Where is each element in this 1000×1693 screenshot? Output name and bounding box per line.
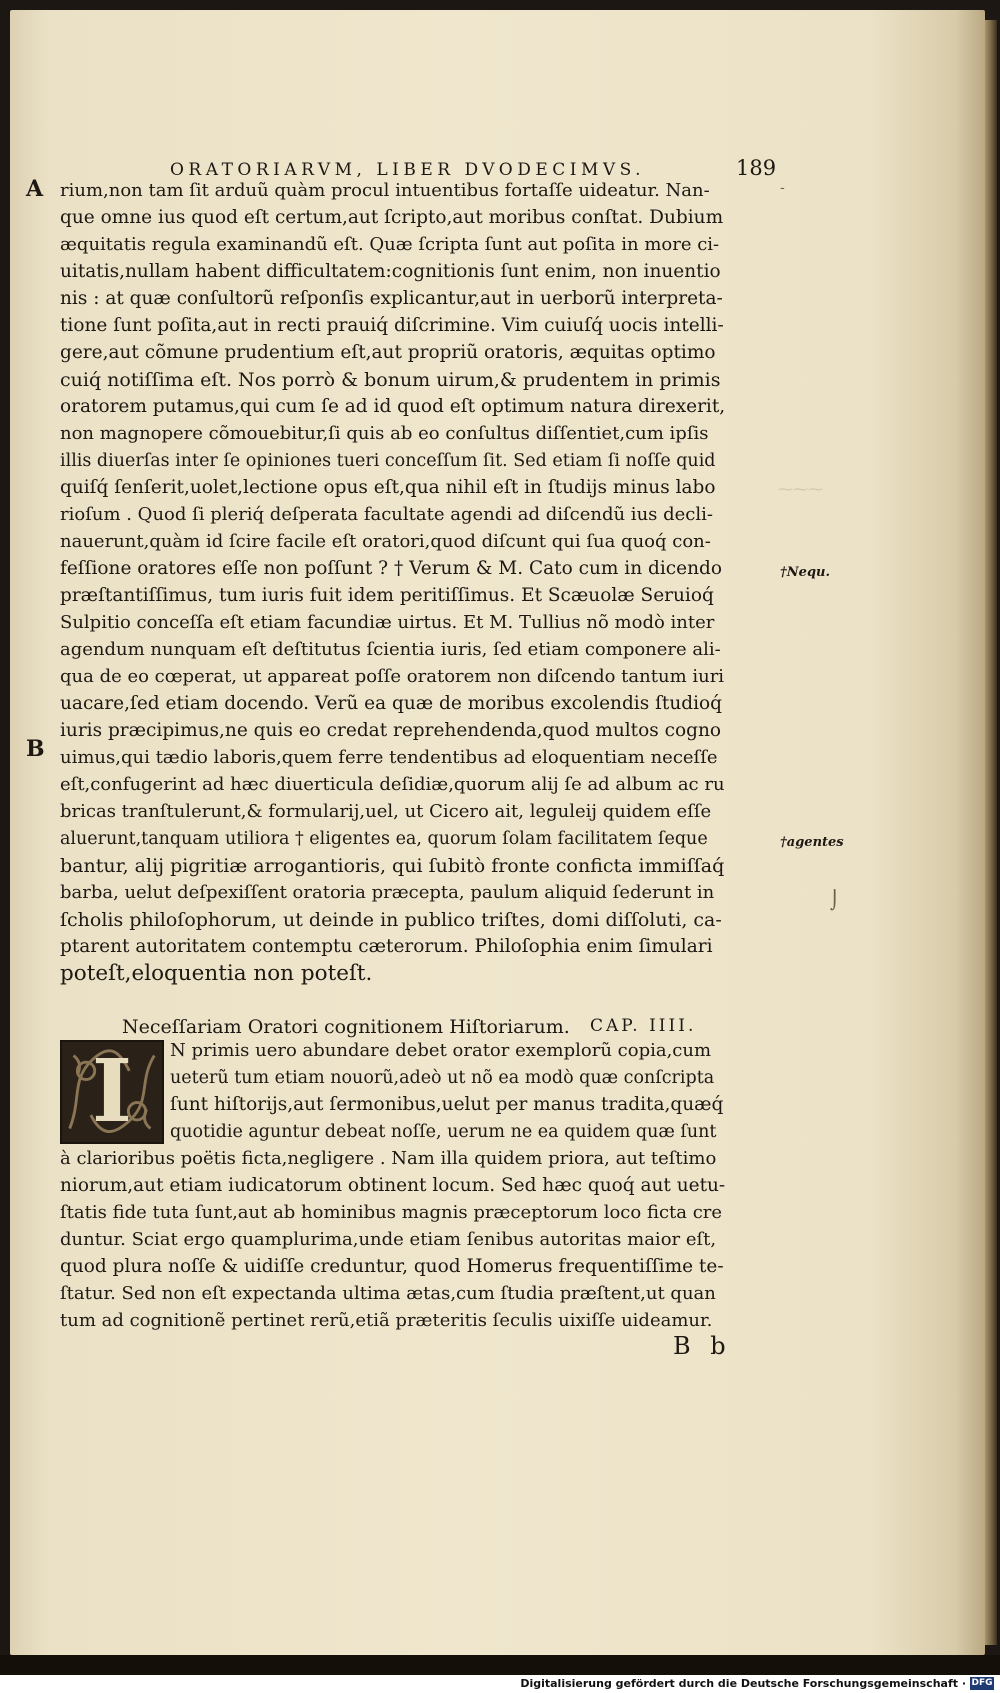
pencil-mark: -: [780, 180, 785, 196]
signature-mark: B b: [673, 1332, 732, 1360]
text-line: nis : at quæ conſultorũ reſponſis explicantur,aut in uerborũ interpreta-: [60, 288, 723, 309]
decorated-initial: [60, 1040, 164, 1144]
text-line: ſtatis fide tuta ſunt,aut ab hominibus magnis præceptorum loco ficta cre: [60, 1202, 723, 1223]
footer-credit: Digitalisierung gefördert durch die Deutsche Forschungsgemeinschaft ·: [520, 1677, 966, 1690]
text-line: ueterũ tum etiam nouorũ,adeò ut nõ ea modò quæ conſcripta: [170, 1068, 715, 1088]
side-note: †agentes: [780, 835, 844, 850]
scan-bottom-band: [0, 1655, 1000, 1675]
text-line: tum ad cognitionẽ pertinet rerũ,etiã præteritis ſeculis uixiſſe uideamur.: [60, 1310, 713, 1331]
text-line: uacare,ſed etiam docendo. Verũ ea quæ de moribus excolendis ſtudioq́: [60, 693, 723, 714]
initial-letter: I: [91, 1041, 133, 1142]
side-note: †Nequ.: [780, 565, 831, 580]
text-line: poteſt,eloquentia non poteſt.: [60, 961, 373, 986]
dfg-logo[interactable]: DFG: [971, 1678, 993, 1688]
text-line: que omne ius quod eſt certum,aut ſcripto,aut moribus conſtat. Dubium: [60, 207, 724, 228]
margin-letter-b: B: [26, 736, 45, 762]
text-line: aluerunt,tanquam utiliora † eligentes ea, quorum ſolam facilitatem ſeque: [60, 829, 708, 849]
margin-letter-a: A: [26, 176, 44, 202]
show-through-text: ⁓⁓⁓: [778, 480, 823, 498]
page-edge: [985, 20, 997, 1645]
page-number: 189: [736, 156, 777, 180]
text-line: rioſum . Quod ſi pleriq́ deſperata facultate agendi ad diſcendũ ius decli-: [60, 504, 713, 525]
text-line: quiſq́ ſenſerit,uolet,lectione opus eſt,qua nihil eſt in ſtudijs minus labo: [60, 477, 716, 498]
book-page: [10, 10, 985, 1655]
running-head: ORATORIARVM, LIBER DVODECIMVS.: [170, 160, 646, 180]
text-line: barba, uelut deſpexiſſent oratoria præcepta, paulum aliquid ſederunt in: [60, 882, 715, 903]
text-line: duntur. Sciat ergo quamplurima,unde etiam ſenibus autoritas maior eſt,: [60, 1229, 717, 1250]
text-line: bantur, alij pigritiæ arrogantioris, qui ſubitò fronte conficta immiſſaq́: [60, 855, 725, 877]
pencil-mark: ⌡: [830, 890, 840, 911]
text-line: Sulpitio conceſſa eſt etiam facundiæ uirtus. Et M. Tullius nõ modò inter: [60, 612, 715, 633]
text-line: eſt,confugerint ad hæc diuerticula deſidiæ,quorum alij ſe ad album ac ru: [60, 774, 725, 795]
text-line: rium,non tam ſit arduũ quàm procul intuentibus fortaſſe uideatur. Nan-: [60, 180, 710, 201]
text-line: à clarioribus poëtis ficta,negligere . Nam illa quidem priora, aut teſtimo: [60, 1148, 717, 1169]
text-line: uimus,qui tædio laboris,quem ferre tendentibus ad eloquentiam neceſſe: [60, 747, 718, 768]
text-line: gere,aut cõmune prudentium eſt,aut propriũ oratoris, æquitas optimo: [60, 342, 716, 363]
text-line: oratorem putamus,qui cum ſe ad id quod eſt optimum natura direxerit,: [60, 396, 726, 417]
text-line: tione ſunt poſita,aut in recti prauiq́ diſcrimine. Vim cuiuſq́ uocis intelli-: [60, 315, 724, 336]
text-line: ſtatur. Sed non eſt expectanda ultima ætas,cum ſtudia præſtent,ut quan: [60, 1283, 716, 1304]
text-line: quod plura noſſe & uidiſſe creduntur, quod Homerus frequentiſſime te-: [60, 1256, 724, 1277]
text-line: æquitatis regula examinandũ eſt. Quæ ſcripta ſunt aut poſita in more ci-: [60, 234, 720, 255]
text-line: agendum nunquam eſt deſtitutus ſcientia iuris, ſed etiam componere ali-: [60, 639, 721, 660]
text-line: iuris præcipimus,ne quis eo credat reprehendenda,quod multos cogno: [60, 720, 722, 741]
text-line: nauerunt,quàm id ſcire facile eſt oratori,quod diſcunt qui ſua quoq́ con-: [60, 531, 711, 552]
text-line: qua de eo cœperat, ut appareat poſſe oratorem non diſcendo tantum iuri: [60, 666, 725, 687]
text-line: feſſione oratores eſſe non poſſunt ? † Verum & M. Cato cum in dicendo: [60, 558, 722, 579]
chapter-label: CAP. IIII.: [590, 1016, 697, 1036]
text-line: bricas tranſtulerunt,& formularij,uel, ut Cicero ait, leguleij quidem eſſe: [60, 801, 712, 822]
text-line: uitatis,nullam habent difficultatem:cognitionis ſunt enim, non inuentio: [60, 261, 721, 282]
text-line: præſtantiſſimus, tum iuris fuit idem peritiſſimus. Et Scæuolæ Seruioq́: [60, 585, 714, 606]
text-line: quotidie aguntur debeat noſſe, uerum ne ea quidem quæ ſunt: [170, 1122, 717, 1142]
chapter-title: Neceſſariam Oratori cognitionem Hiſtoriarum.: [122, 1016, 570, 1038]
text-line: N primis uero abundare debet orator exemplorũ copia,cum: [170, 1040, 712, 1061]
text-line: illis diuerſas inter ſe opiniones tueri conceſſum ſit. Sed etiam ſi noſſe quid: [60, 451, 716, 471]
text-line: ſcholis philoſophorum, ut deinde in publico triſtes, domi diſſoluti, ca-: [60, 909, 722, 931]
text-line: ſunt hiſtorijs,aut ſermonibus,uelut per manus tradita,quæq́: [170, 1094, 724, 1115]
text-line: ptarent autoritatem contemptu cæterorum. Philoſophia enim ſimulari: [60, 936, 713, 957]
text-line: non magnopere cõmouebitur,ſi quis ab eo conſultus diſſentiet,cum ipſis: [60, 423, 709, 444]
text-line: cuiq́ notiſſima eſt. Nos porrò & bonum uirum,& prudentem in primis: [60, 369, 721, 391]
text-line: niorum,aut etiam iudicatorum obtinent locum. Sed hæc quoq́ aut uetu-: [60, 1175, 726, 1196]
footer-bar: [0, 1675, 1000, 1693]
